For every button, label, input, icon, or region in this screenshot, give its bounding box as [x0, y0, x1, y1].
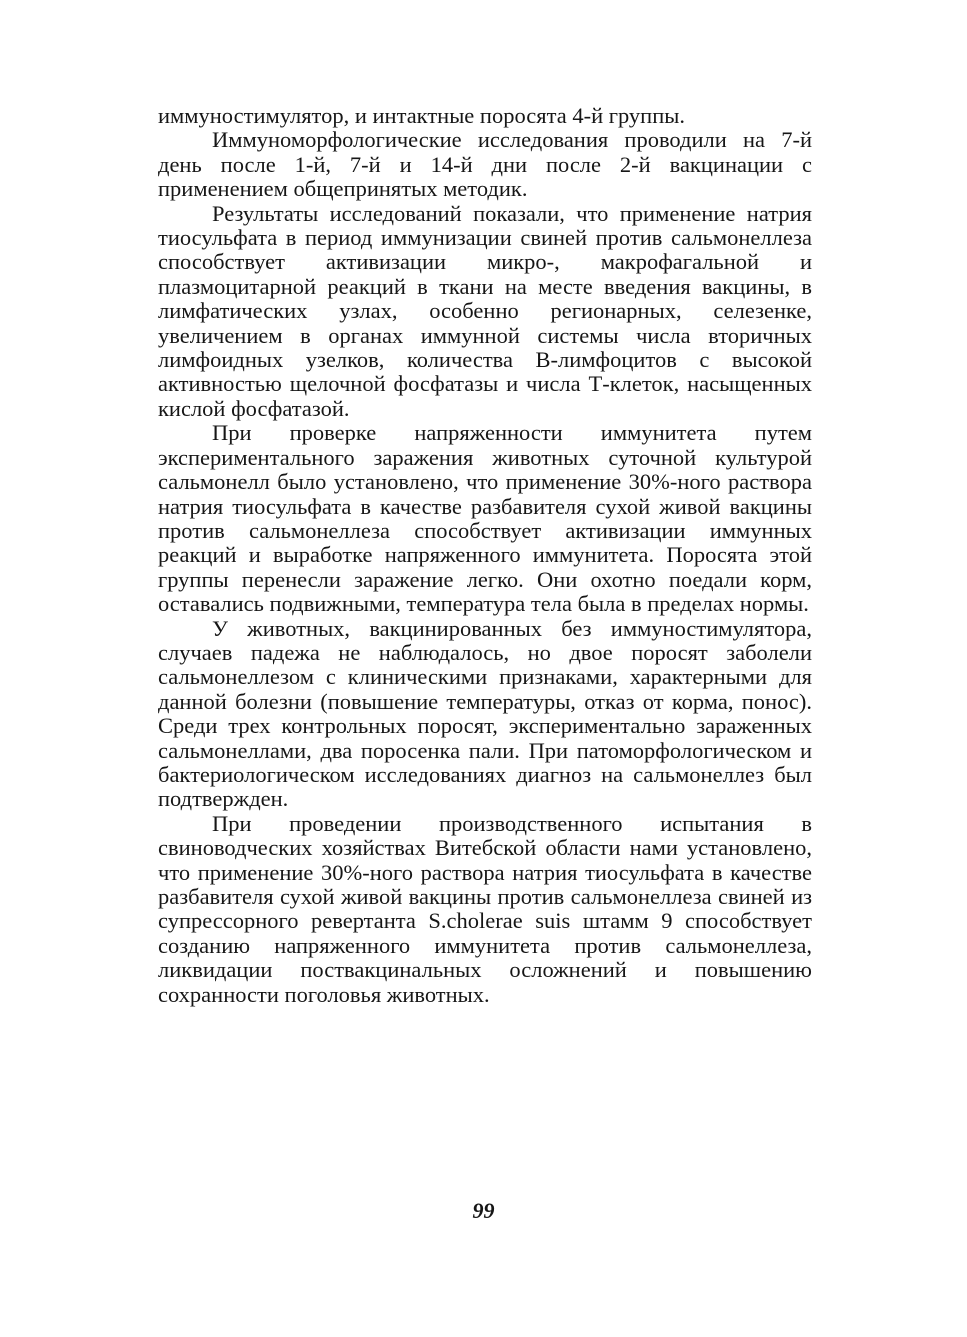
paragraph-unstimulated-group: У животных, вакцинированных без иммуностимулятора, случаев падежа не наблюдалось, но двое поросят заболели сальмонеллезом с клиническими признаками, характерными для данной болезни (повышение температуры, отказ от корма, понос). Среди трех контрольных поросят, экспериментально зараженных сальмонеллами, два поросенка пали. При патоморфологическом и бактериологическом исследованиях диагноз на сальмонеллез был подтвержден. [158, 615, 812, 812]
paragraph-continuation: иммуностимулятор, и интактные поросята 4-й группы. [158, 103, 685, 128]
body-text [158, 104, 812, 1007]
page-number: 99 [472, 1198, 495, 1223]
paragraph-methods: Иммуноморфологические исследования проводили на 7-й день после 1-й, 7-й и 14-й дни после 2-й вакцинации с применением общепринятых методик. [158, 127, 812, 202]
paragraph-immunity-test: При проверке напряженности иммунитета путем экспериментального заражения животных суточной культурой сальмонелл было установлено, что применение 30%-ного раствора натрия тиосульфата в качестве разбавителя сухой живой вакцины против сальмонеллеза способствует активизации иммунных реакций и выработке напряженного иммунитета. Поросята этой группы перенесли заражение легко. Они охотно поедали корм, оставались подвижными, температура тела была в пределах нормы. [158, 420, 812, 617]
paragraph-field-trial: При проведении производственного испытания в свиноводческих хозяйствах Витебской области нами установлено, что применение 30%-ного раствора натрия тиосульфата в качестве разбавителя сухой живой вакцины против сальмонеллеза свиней из супрессорного ревертанта S.cholerae suis штамм 9 способствует созданию напряженного иммунитета против сальмонеллеза, ликвидации поствакцинальных осложнений и повышению сохранности поголовья животных. [158, 810, 812, 1007]
paragraph-results: Результаты исследований показали, что применение натрия тиосульфата в период иммунизации свиней против сальмонеллеза способствует активизации микро-, макрофагальной и плазмоцитарной реакций в ткани на месте введения вакцины, в лимфатических узлах, особенно регионарных, селезенке, увеличением в органах иммунной системы числа вторичных лимфоидных узелков, количества В-лимфоцитов с высокой активностью щелочной фосфатазы и числа Т-клеток, насыщенных кислой фосфатазой. [158, 200, 812, 421]
